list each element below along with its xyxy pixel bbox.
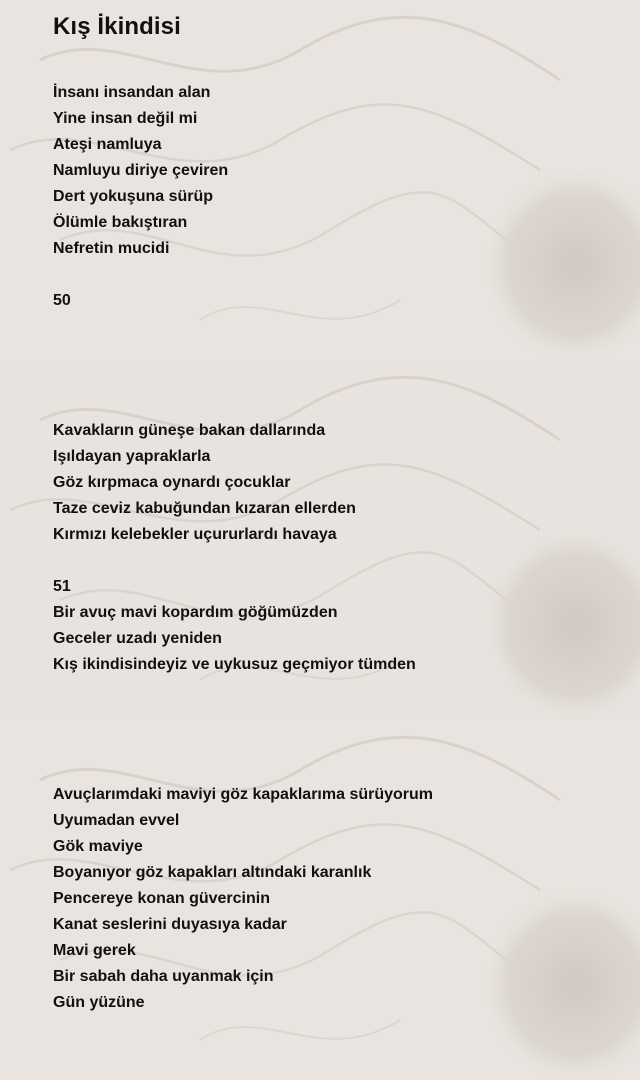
poem-line: Kırmızı kelebekler uçururlardı havaya — [53, 526, 337, 543]
poem-line: Ölümle bakıştıran — [53, 214, 188, 231]
poem-line — [53, 366, 640, 392]
poem-line — [53, 340, 640, 366]
poem-line: Geceler uzadı yeniden — [53, 630, 222, 647]
poem-line: Bir avuç mavi kopardım göğümüzden — [53, 604, 338, 621]
poem-line — [53, 314, 640, 340]
poem-line: Göz kırpmaca oynardı çocuklar — [53, 474, 291, 491]
poem-line: Kanat seslerini duyasıya kadar — [53, 916, 287, 933]
poem-line: Kış ikindisindeyiz ve uykusuz geçmiyor tümden — [53, 656, 416, 673]
poem-line: Yine insan değil mi — [53, 110, 198, 127]
poem-line: Işıldayan yapraklarla — [53, 448, 211, 465]
poem-line: Mavi gerek — [53, 942, 136, 959]
stanza-number: 50 — [53, 292, 71, 309]
poem-line — [53, 262, 640, 288]
poem-line — [53, 678, 640, 704]
poem-line: Kavakların güneşe bakan dallarında — [53, 422, 326, 439]
poem-line: Namluyu diriye çeviren — [53, 162, 229, 179]
poem-line — [53, 704, 640, 730]
poem-line — [53, 392, 640, 418]
poem-line: Uyumadan evvel — [53, 812, 180, 829]
stanza-number: 51 — [53, 578, 71, 595]
poem-line: Ateşi namluya — [53, 136, 162, 153]
poem-line: Nefretin mucidi — [53, 240, 170, 257]
poem-line: Taze ceviz kabuğundan kızaran ellerden — [53, 500, 356, 517]
poem-line: Dert yokuşuna sürüp — [53, 188, 214, 205]
poem-line — [53, 756, 640, 782]
poem-line — [53, 730, 640, 756]
poem-line: Avuçlarımdaki maviyi göz kapaklarıma sürüyorum — [53, 786, 434, 803]
poem-line: Boyanıyor göz kapakları altındaki karanlık — [53, 864, 372, 881]
poem-body — [53, 80, 640, 1016]
poem-line: Pencereye konan güvercinin — [53, 890, 270, 907]
poem-line: Gök maviye — [53, 838, 143, 855]
poem-line: Bir sabah daha uyanmak için — [53, 968, 274, 985]
poem-line: Gün yüzüne — [53, 994, 145, 1011]
poem-line: İnsanı insandan alan — [53, 84, 211, 101]
poem-title: Kış İkindisi — [53, 13, 181, 40]
poem-line — [53, 548, 640, 574]
